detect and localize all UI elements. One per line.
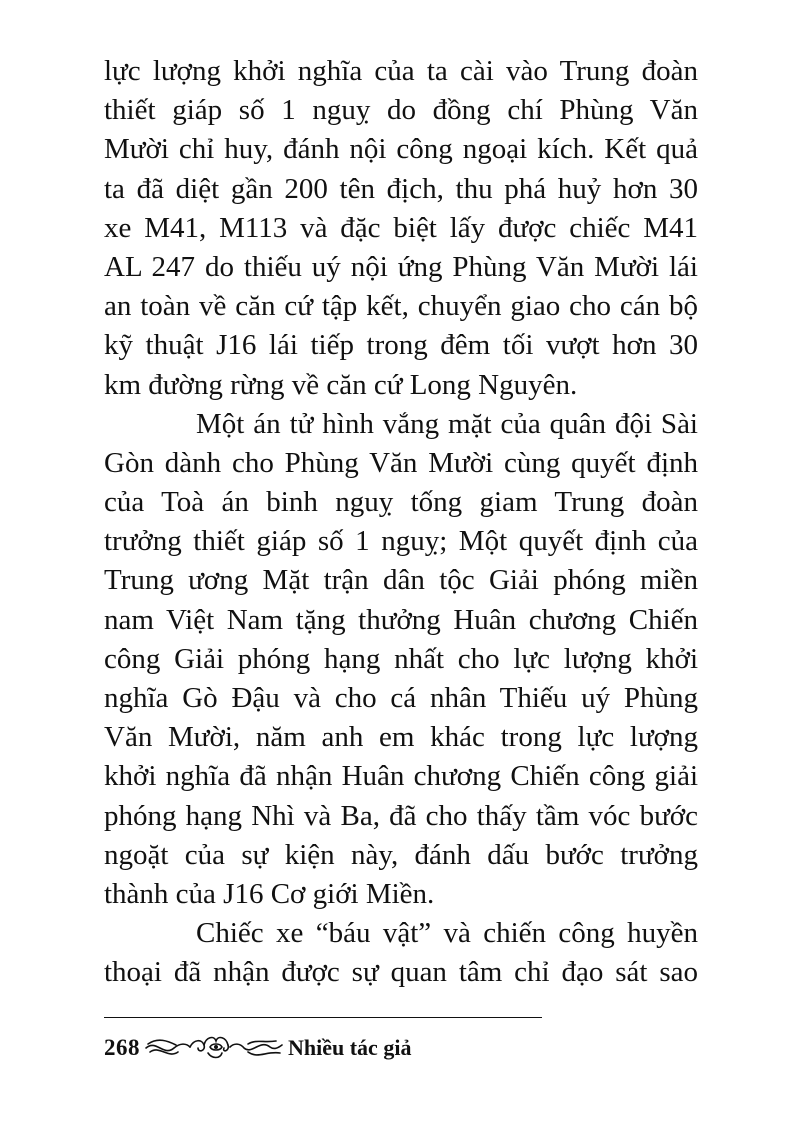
text-line: của Toà án binh nguỵ tống giam Trung đoàn [104,486,698,519]
text-line: AL 247 do thiếu uý nội ứng Phùng Văn Mười lái [104,250,698,283]
text-line: thiết giáp số 1 nguỵ do đồng chí Phùng Văn [104,94,698,127]
text-line: khởi nghĩa đã nhận Huân chương Chiến công giải [104,760,698,793]
text-line: ta đã diệt gần 200 tên địch, thu phá huỷ hơn 30 [104,172,698,205]
text-line: an toàn về căn cứ tập kết, chuyển giao cho cán bộ [104,290,698,323]
text-line: kỹ thuật J16 lái tiếp trong đêm tối vượt hơn 30 [104,329,698,362]
text-line: nghĩa Gò Đậu và cho cá nhân Thiếu uý Phùng [104,682,698,714]
scroll-flourish-icon [144,1033,284,1063]
text-line: ngoặt của sự kiện này, đánh dấu bước trưởng [104,838,698,871]
text-line: Một án tử hình vắng mặt của quân đội Sài [196,407,698,440]
text-line: thoại đã nhận được sự quan tâm chỉ đạo sát sao [104,956,698,989]
page-footer [104,1028,411,1068]
text-line: công Giải phóng hạng nhất cho lực lượng khởi [104,642,698,675]
text-line: xe M41, M113 và đặc biệt lấy được chiếc M41 [104,211,698,244]
text-line: phóng hạng Nhì và Ba, đã cho thấy tầm vóc bước [104,799,698,832]
page-number: 268 [104,1035,140,1060]
text-line: Chiếc xe “báu vật” và chiến công huyền [196,917,698,950]
text-line: km đường rừng về căn cứ Long Nguyên. [104,368,578,401]
text-line: Mười chỉ huy, đánh nội công ngoại kích. Kết quả [104,133,698,166]
text-line: thành của J16 Cơ giới Miền. [104,877,435,910]
footer-rule [104,1017,542,1018]
text-line: nam Việt Nam tặng thưởng Huân chương Chiến [104,603,698,636]
body-text [104,52,698,993]
text-line: Trung ương Mặt trận dân tộc Giải phóng miền [104,564,698,597]
text-line: Văn Mười, năm anh em khác trong lực lượng [104,721,698,754]
author-name: Nhiều tác giả [288,1035,412,1060]
text-line: Gòn dành cho Phùng Văn Mười cùng quyết định [104,446,698,479]
text-line: trưởng thiết giáp số 1 nguỵ; Một quyết định của [104,525,698,558]
text-line: lực lượng khởi nghĩa của ta cài vào Trung đoàn [104,55,698,87]
